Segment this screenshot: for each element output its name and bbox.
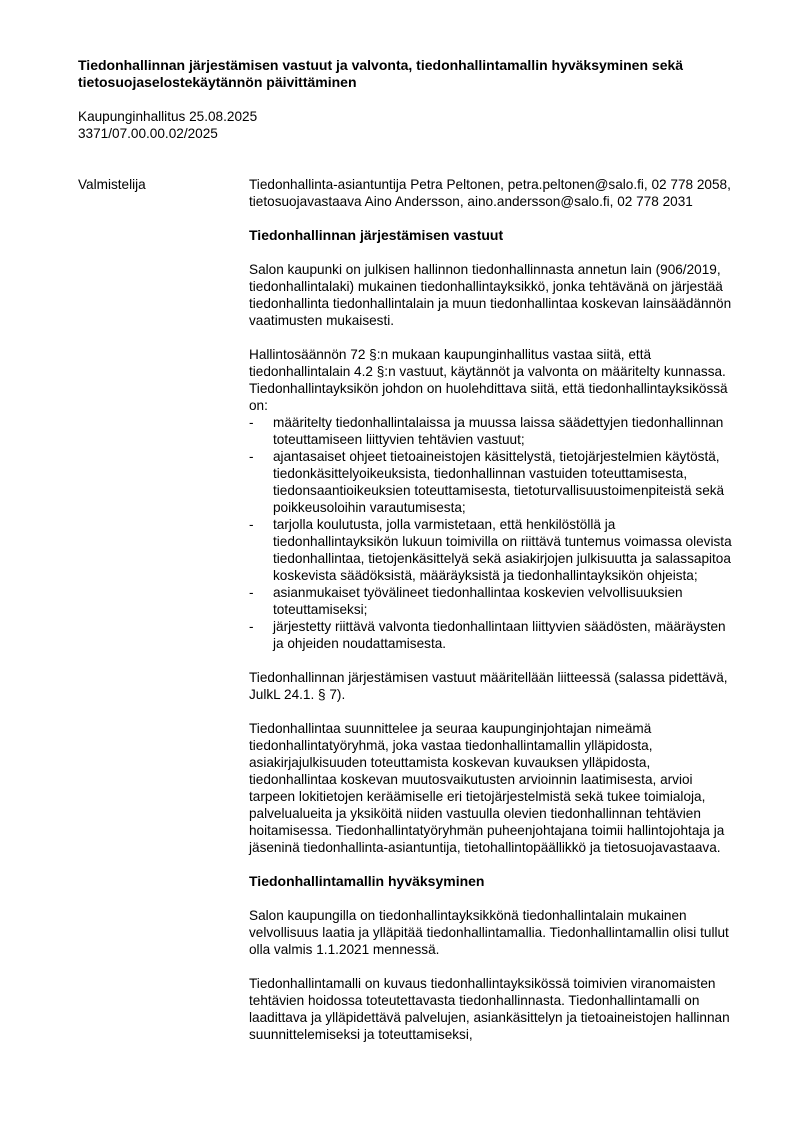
preparer-label: Valmistelija bbox=[78, 177, 146, 192]
document-meta bbox=[78, 108, 257, 142]
list-item: - tarjolla koulutusta, jolla varmistetaan, että henkilöstöllä ja tiedonhallintayksikön lukuun toimivilla on riittävä tuntemus voimassa olevista tiedonhallintaa, tietojenkäsittelyä sekä asiakirjojen julkisuutta ja salassapitoa koskevista säädöksistä, määräyksistä ja tiedonhallintayksikön ohjeista; bbox=[249, 516, 739, 584]
paragraph: Tiedonhallinnan järjestämisen vastuut määritellään liitteessä (salassa pidettävä, JulkL 24.1. § 7). bbox=[249, 670, 728, 702]
paragraph: Salon kaupunki on julkisen hallinnon tiedonhallinnasta annetun lain (906/2019, tiedonhallintalaki) mukainen tiedonhallintayksikkö, jonka tehtävänä on järjestää tiedonhallinta tiedonhallintalain ja muun tiedonhallintaa koskevan lainsäädännön vaatimusten mukaisesti. bbox=[249, 262, 732, 328]
list-item: - ajantasaiset ohjeet tietoaineistojen käsittelystä, tietojärjestelmien käytöstä, tiedonkäsittelyoikeuksista, tiedonhallinnan vastuiden toteuttamisesta, tiedonsaantioikeuksien toteuttamisesta, tietoturvallisuustoimenpiteistä sekä poikkeusoloihin varautumisesta; bbox=[249, 448, 739, 516]
paragraph: Hallintosäännön 72 §:n mukaan kaupunginhallitus vastaa siitä, että tiedonhallintalain 4.2 §:n vastuut, käytännöt ja valvonta on määritelty kunnassa. Tiedonhallintayksikön johdon on huolehdittava siitä, että tiedonhallintayksikössä on: bbox=[249, 347, 728, 413]
meeting-info: Kaupunginhallitus 25.08.2025 bbox=[78, 109, 258, 124]
section-heading-model-approval: Tiedonhallintamallin hyväksyminen bbox=[249, 873, 485, 889]
document-title: Tiedonhallinnan järjestämisen vastuut ja valvonta, tiedonhallintamallin hyväksyminen sekä tietosuojaselostekäytännön päivittäminen bbox=[78, 57, 684, 90]
record-number: 3371/07.00.00.02/2025 bbox=[78, 126, 218, 141]
paragraph: Salon kaupungilla on tiedonhallintayksikkönä tiedonhallintalain mukainen velvollisuus laatia ja ylläpitää tiedonhallintamallia. Tiedonhallintamallin olisi tullut olla valmis 1.1.2021 mennessä. bbox=[249, 908, 729, 957]
list-item: - määritelty tiedonhallintalaissa ja muussa laissa säädettyjen tiedonhallinnan toteuttamiseen liittyvien tehtävien vastuut; bbox=[249, 414, 739, 448]
list-item: - järjestetty riittävä valvonta tiedonhallintaan liittyvien säädösten, määräysten ja ohjeiden noudattamisesta. bbox=[249, 618, 739, 652]
preparer-info: Tiedonhallinta-asiantuntija Petra Peltonen, petra.peltonen@salo.fi, 02 778 2058, tietosuojavastaava Aino Andersson, aino.andersson@salo.fi, 02 778 2031 bbox=[249, 177, 731, 209]
paragraph: Tiedonhallintaa suunnittelee ja seuraa kaupunginjohtajan nimeämä tiedonhallintatyöryhmä, joka vastaa tiedonhallintamallin ylläpidosta, asiakirjajulkisuuden toteuttamista koskevan kuvauksen ylläpidosta, tiedonhallintaa koskevan muutosvaikutusten arvioinnin laatimisesta, arvioi tarpeen lokitietojen keräämiselle eri tietojärjestelmistä sekä tukee toimialoja, palvelualueita ja yksiköitä niiden vastuulla olevien tiedonhallinnan tehtävien hoitamisessa. Tiedonhallintatyöryhmän puheenjohtajana toimii hallintojohtaja ja jäseninä tiedonhallinta-asiantuntija, tietohallintopäällikkö ja tietosuojavastaava. bbox=[249, 721, 725, 855]
section-heading-responsibilities: Tiedonhallinnan järjestämisen vastuut bbox=[249, 227, 504, 243]
paragraph: Tiedonhallintamalli on kuvaus tiedonhallintayksikössä toimivien viranomaisten tehtävien hoidossa toteutettavasta tiedonhallinnasta. Tiedonhallintamalli on laadittava ja ylläpidettävä palvelujen, asiankäsittelyn ja tietoaineistojen hallinnan suunnittelemiseksi ja toteuttamiseksi, bbox=[249, 976, 730, 1042]
responsibilities-list bbox=[249, 414, 739, 652]
document-body bbox=[249, 176, 739, 1060]
list-item: - asianmukaiset työvälineet tiedonhallintaa koskevien velvollisuuksien toteuttamiseksi; bbox=[249, 584, 739, 618]
